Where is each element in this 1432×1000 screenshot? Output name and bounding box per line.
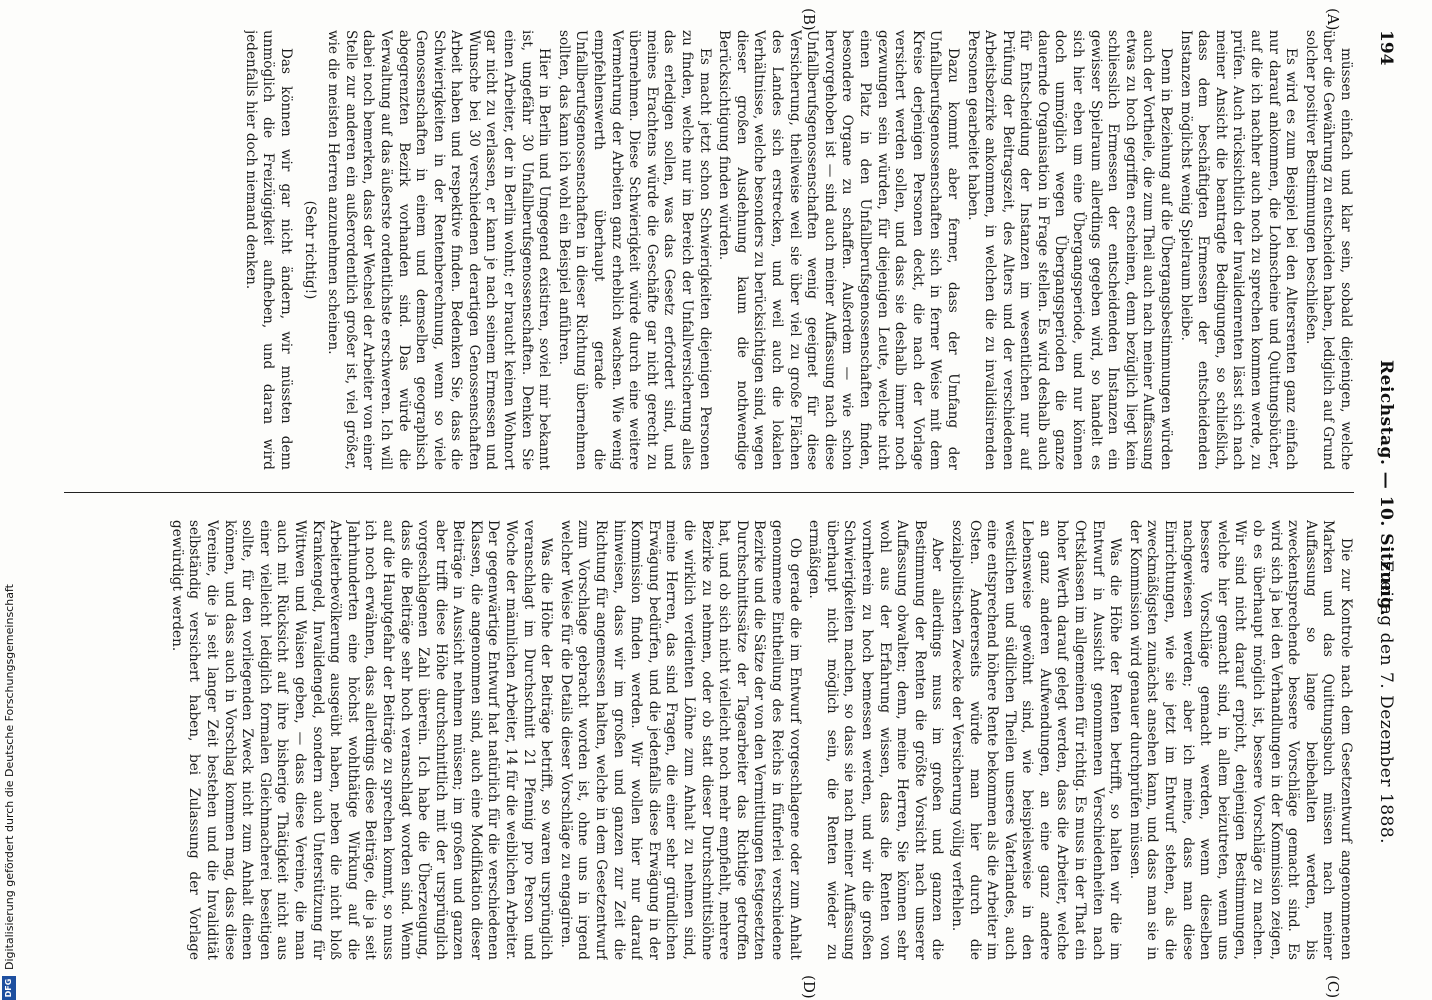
paragraph: Was die Höhe der Renten betrifft, so halten wir die im Entwurf in Aussicht genommenen Verschiedenheiten nach Ortsklassen im allgemeinen für richtig. Es muss in der That ein hoher Werth darauf gelegt werden, dass die Arbeiter, welche an ganz anderen Aufwendungen, an eine ganz andere Lebensweise gewöhnt sind, wie beispielsweise in den westlichen und südlichen Theilen unseres Vaterlandes, auch eine entsprechend höhere Rente bekommen als die Arbeiter im Osten. Andererseits würde man hier durch die sozialpolitischen Zwecke der Versicherung völlig verfehlen.	[948, 520, 1124, 960]
page-number: 194	[1376, 30, 1396, 66]
margin-mark-b: (B)	[800, 8, 818, 31]
text-column-right	[64, 520, 1354, 960]
paragraph: Das können wir gar nicht ändern, wir müssten denn unmöglich die Freizügigkeit aufheben, und daran wird jedenfalls hier doch niemand denken.	[242, 30, 294, 470]
dfg-logo: DFG	[2, 976, 16, 1000]
paragraph: Dazu kommt aber ferner, dass der Umfang der Unfallberufsgenossenschaften sich in ferner Weise mit dem Kreise derjenigen Personen deckt, die nach der Vorlage versichert werden sollen, und dass sie deshalb immer noch gezwungen sein würden, für diejenigen Leute, welche nicht einen Platz in den Unfallberufsgenossenschaften finden, besondere Organe zu schaffen. Außerdem — wie schon hervorgehoben ist — sind auch meiner Auffassung nach diese Unfallberufsgenossenschaften wenig geeignet für diese Versicherung, theilweise weil sie über viel zu große Flächen des Landes sich erstrecken, und weil auch die lokalen Verhältnisse, welche besonders zu berücksichtigen sind, wegen dieser großen Ausdehnung kaum die nothwendige Berücksichtigung finden würden.	[716, 30, 961, 470]
margin-mark-d: (D)	[800, 975, 818, 999]
footer-strip	[0, 0, 22, 1000]
session-date: Freitag den 7. Dezember 1888.	[1376, 560, 1396, 845]
page-header	[1362, 0, 1402, 1000]
interjection: (Sehr richtig!)	[301, 200, 318, 300]
margin-mark-c: (C)	[1324, 975, 1342, 999]
column-divider	[64, 492, 1354, 493]
paragraph: Denn in Beziehung auf die Übergangsbestimmungen würden auch der Vortheile, die zum Theil auch nach meiner Auffassung etwas zu hoch gegriffen erscheinen, denn bezüglich liegt kein schliesslich Ermessen der entscheidenden Instanzen ein gewisser Spielraum allerdings gegeben wird, so handelt es sich hier eben um eine Übergangsperiode, und nur können doch unmöglich wegen Übergangsperioden die ganze dauernde Organisation in Frage stellen. Es wird deshalb auch für Entscheidung der Instanzen im wesentlichen nur auf Prüfung der Beitragszeit, des Alters und der verschiedenen Arbeitsbezirke ankommen, in welchen die zu invalidisirenden Personen gearbeitet haben.	[964, 30, 1175, 470]
paragraph: Ob gerade die im Entwurf vorgeschlagene oder zum Anhalt genommene Eintheilung des Reichs in fünferlei verschiedene Bezirke und die Sätze der von den Vermittlungen festgesetzten Durchschnittssätze der Tagearbeiter das Richtige getroffen hat, und ob sich nicht vielleicht noch mehr empfiehlt, mehrere Bezirke zu nehmen, oder ob statt dieser Durchschnittslöhne die wirklich verdienten Löhne zum Anhalt zu nehmen sind, meine Herren, das sind Fragen, die einer sehr gründlichen Erwägung bedürfen, und die jedenfalls diese Erwägung in der Kommission finden werden. Wir wollen hier nur darauf hinweisen, dass wir im großen und ganzen zur Zeit die Richtung für angemessen halten, welche in dem Gesetzentwurf zum Vorschlage gebracht worden ist, ohne uns in irgend welcher Weise für die Details dieser Vorschläge zu engagiren.	[557, 520, 803, 960]
paragraph: Aber allerdings muss im großen und ganzen die Bestimmung der Renten die größte Vorsicht nach unserer Auffassung obwalten; denn, meine Herren, Sie können sehr wohl aus der Erfahrung wissen, dass die Renten von vornherein zu hoch bemessen werden, und wir die großen Schwierigkeiten machen, so dass sie nach meiner Auffassung überhaupt nicht möglich sein, die Renten wieder zu ermäßigen.	[806, 520, 946, 960]
paragraph: Hier in Berlin und Umgegend existiren, soviel mir bekannt ist, ungefähr 30 Unfallberufsgenossenschaften. Denken Sie einen Arbeiter, der in Berlin wohnt; er braucht keinen Wohnort gar nicht zu verlassen, er kann je nach seinem Ermessen und Wunsche bei 30 verschiedenen derartigen Genossenschaften Arbeit haben und respektive finden. Bedenken Sie, dass die Schwierigkeiten in der Rentenberechnung, wenn so viele Genossenschaften in einem und demselben geographisch abgegrenzten Bezirk vorhanden sind. Das würde die Verwaltung auf das äußerste ordentlichste erschweren. Ich will dabei noch bemerken, dass der Wechsel der Arbeiter von einer Stelle zur anderen ein außerordentlich großer ist, viel größer, wie die meisten Herren anzunehmen scheinen.	[325, 30, 553, 470]
page-title: Reichstag. — 10. Sitzung.	[1376, 360, 1396, 616]
margin-mark-a: (A)	[1324, 8, 1342, 31]
paragraph: müssen einfach und klar sein, sobald diejenigen, welche über die Gewährung zu entscheiden haben, lediglich auf Grund solcher positiver Bestimmungen beschließen.	[1302, 30, 1354, 470]
footer-credit: Digitalisierung gefördert durch die Deutsche Forschungsgemeinschaft	[3, 584, 16, 970]
paragraph: Die zur Kontrole nach dem Gesetzentwurf angenommenen Marken und das Quittungsbuch müssen nach meiner Auffassung so lange beibehalten werden, bis zweckentsprechende bessere Vorschläge gemacht sind. Es wird sich ja bei den Verhandlungen in der Kommission zeigen, ob es überhaupt möglich ist, bessere Vorschläge zu machen. Wir sind nicht darauf erpicht, denjenigen Bestimmungen, welche hier gemacht sind, in allem beizutreten, wenn uns bessere Vorschläge gemacht werden, wenn dieselben nachgewiesen werden; aber ich meine, dass man diese Einrichtungen, wie sie jetzt im Entwurf stehen, als die zweckmäßigsten zunächst ansehen kann, und dass man sie in der Kommission wird genauer durchprüfen müssen.	[1126, 520, 1354, 960]
paragraph: Es macht jetzt schon Schwierigkeiten diejenigen Personen zu finden, welche nur im Bereich der Unfallversicherung alles das erledigen sollen, was das Gesetz erfordert sind, und meines Erachtens würde die Geschäfte gar nicht gerecht zu übernehmen. Diese Schwierigkeit würde durch eine weitere Vermehrung der Arbeiten ganz erheblich wachsen. Wie wenig empfehlenswerth überhaupt gerade die Unfallberufsgenossenschaften in dieser Richtung übernehmen sollten, das kann ich wohl ein Beispiel anführen.	[555, 30, 713, 470]
paragraph: Es wird es zum Beispiel bei den Altersrenten ganz einfach nur darauf ankommen, die Lohnscheine und Quittungsbücher, auf die ich nachher auch noch zu sprechen kommen werde, zu prüfen. Auch rücksichtlich der Invalidenrenten lässt sich nach meiner Ansicht die beantragte Bedingungen, so schließlich, dass dem beschäftigten Ermessen der entscheidenden Instanzen möglichst wenig Spielraum bleibe.	[1177, 30, 1300, 470]
text-column-left	[64, 30, 1354, 470]
paragraph: Was die Höhe der Beiträge betrifft, so waren ursprünglich veranschlagt im Durchschnitt 21 Pfennig pro Person und Woche der männlichen Arbeiter, 14 für die weiblichen Arbeiter. Der gegenwärtige Entwurf hat natürlich für die verschiedenen Klassen, die angenommen sind, auch eine Modifikation dieser Beiträge in Aussicht nehmen müssen; im großen und ganzen aber trifft diese Höhe durchschnittlich mit der ursprünglich vorgeschlagenen Zahl überein. Ich habe die Überzeugung, dass die Beiträge sehr hoch veranschlagt worden sind. Wenn auf die Hauptgefahr der Beiträge zu sprechen kommt, so muss ich noch erwähnen, dass allerdings diese Beiträge, die ja seit Jahrhunderten eine höchst wohlthätige Wirkung auf die Arbeiterbevölkerung ausgeübt haben, neben die nicht bloß Krankengeld, Invalidengeld, sondern auch Unterstützung für Wittwen und Waisen geben, — dass diese Vereine, die man auch mit Rücksicht auf ihre bisherige Thätigkeit nicht aus einer vielleicht lediglich formalen Gleichmacherei beseitigen sollte, für den vorliegenden Zweck nicht zum Anhalt dienen können, und dass auch in Vorschlag kommen mag, dass diese Vereine, die ja seit langer Zeit bestehen und die Invalidität selbständig versichert haben, bei Zulassung der Vorlage gewürdigt werden.	[168, 520, 555, 960]
